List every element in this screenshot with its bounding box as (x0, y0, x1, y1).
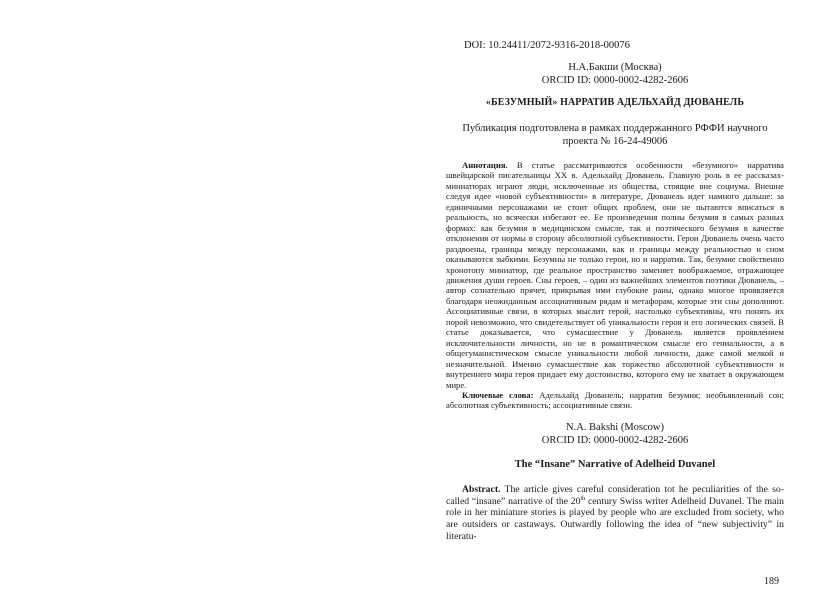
article-title-ru: «БЕЗУМНЫЙ» НАРРАТИВ АДЕЛЬХАЙД ДЮВАНЕЛЬ (485, 97, 745, 108)
author-block-en (446, 421, 784, 447)
author-orcid-ru: ORCID ID: 0000-0002-4282-2606 (541, 75, 689, 86)
author-name-en: N.A. Bakshi (Moscow) (566, 421, 664, 433)
article-column (446, 40, 784, 542)
century-superscript: th (580, 495, 586, 502)
keywords-ru (446, 390, 784, 411)
title-en-before: The “ (514, 458, 541, 470)
page-number: 189 (764, 576, 779, 587)
grant-line-1: Публикация подготовлена в рамках поддержанного РФФИ научного (462, 123, 768, 134)
grant-line-2: проекта № 16-24-49006 (562, 136, 668, 147)
title-en-after: ” Narrative of Adelheid Duvanel (569, 458, 716, 470)
abstract-text-a: The article gives careful consideration tot he peculiarities of the so-called “insane” narrative of the 20 (446, 483, 784, 507)
grant-note (446, 122, 784, 148)
keywords-label: Ключевые слова: (462, 389, 534, 400)
doi: DOI: 10.24411/2072-9316-2018-00076 (464, 40, 630, 51)
abstract-text-b: century Swiss writer Adelheid Duvanel. The main role in her miniature stories is played by people who are excluded from society, who are outsiders or castaways. Outwardly following the idea of “new subjectivity” in literatu- (446, 495, 784, 542)
annotation-label: Аннотация. (462, 160, 508, 170)
abstract-label: Abstract. (462, 483, 501, 495)
author-block-ru (446, 61, 784, 87)
title-en-insane: Insane (540, 458, 570, 470)
annotation-text: В статье рассматриваются особенности «безумного» нарратива швейцарской писательницы XX в. Адельхайд Дюванель. Главную роль в ее рассказах-миниатюрах играют люди, исключенные из общества, стоящие вне социума. Внешне следуя идее «новой субъективности» в литературе, Дюванель идет намного дальше: за единичными персонажами не стоит общих проблем, они не пытаются вписаться в реальность, но всячески избегают ее. Ее произведения полны безумия в самых разных формах: как безумия в медицинском смысле, так и поэтического безумия в качестве отклонения от нормы в сторону абсолютной субъективности. Герои Дюванель очень часто раздвоены, границы между персонажами, как и границы между реальностью и сном оказываются зыбкими. Безумны не только герои, но и нарратив. Так, безумие свойственно хронотопу миниатюр, где реальное пространство заменяет воображаемое, отражающее движения души героев. Сны героев, – один из важнейших элементов поэтики Дюванель, – автор сознательно прячет, прикрывая ими глубокие раны, однако многое проявляется благодаря неожиданным ассоциативным рядам и метафорам, которые эти сны дополняют. Ассоциативные связи, в которых мыслит герой, настолько субъективны, что понять их порой невозможно, что свидетельствует об уникальности героя и его логических связей. В статье доказывается, что сумасшествие у Дюванель является проявлением исключительности личности, но не в романтическом смысле его гениальности, а в общегуманистическом смысле уникальности любой личности, даже самой мелкой и незначительной. Именно сумасшествие как торжество абсолютной субъективности и внутреннего мира героя придает ему достоинство, которого ему не хватает в окружающем мире. (446, 160, 784, 390)
keywords-text: Адельхайд Дюванель; нарратив безумия; необъявленный сон; абсолютная субъективность; ассоциативные связи. (446, 389, 784, 411)
author-orcid-en: ORCID ID: 0000-0002-4282-2606 (541, 434, 689, 446)
author-name-ru: Н.А.Бакши (Москва) (568, 62, 662, 73)
article-title-en (446, 459, 784, 470)
abstract-en (446, 484, 784, 543)
annotation-ru (446, 160, 784, 390)
